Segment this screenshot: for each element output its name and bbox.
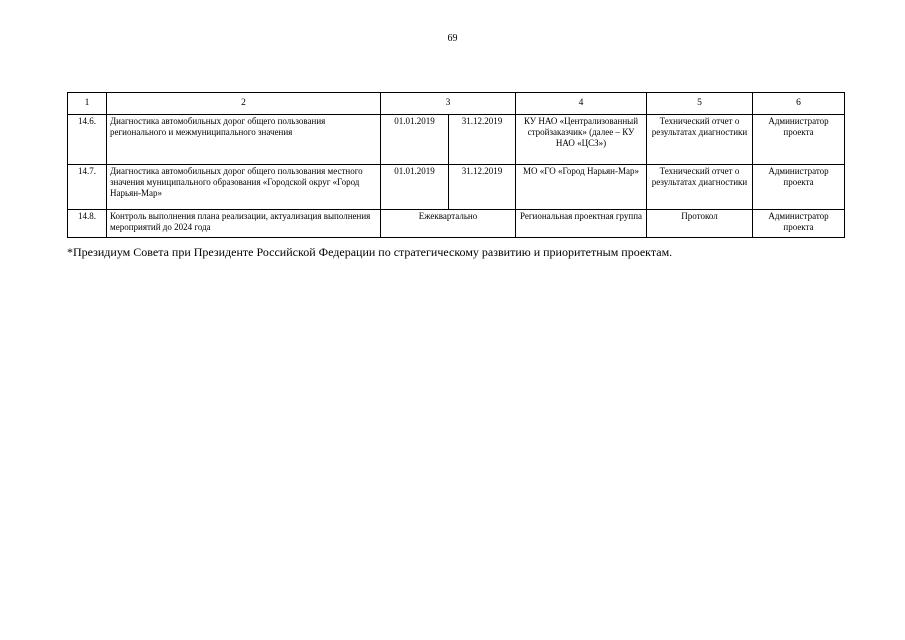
row-responsible: Региональная проектная группа xyxy=(516,210,647,238)
row-control: Администратор проекта xyxy=(753,165,845,210)
row-result: Технический отчет о результатах диагностики xyxy=(647,115,753,165)
row-description: Диагностика автомобильных дорог общего пользования регионального и межмуниципального значения xyxy=(107,115,381,165)
table-row xyxy=(68,115,845,165)
row-control: Администратор проекта xyxy=(753,115,845,165)
plan-table xyxy=(67,92,845,238)
page-number: 69 xyxy=(447,33,458,44)
row-end-date: 31.12.2019 xyxy=(449,165,516,210)
row-period: Ежеквартально xyxy=(381,210,516,238)
row-responsible: КУ НАО «Централизованный стройзаказчик» (далее – КУ НАО «ЦСЗ») xyxy=(516,115,647,165)
header-cell-3: 3 xyxy=(381,93,516,115)
row-start-date: 01.01.2019 xyxy=(381,115,449,165)
row-end-date: 31.12.2019 xyxy=(449,115,516,165)
row-number: 14.7. xyxy=(68,165,107,210)
table-header-row xyxy=(68,93,845,115)
header-cell-1: 1 xyxy=(68,93,107,115)
row-number: 14.8. xyxy=(68,210,107,238)
row-control: Администратор проекта xyxy=(753,210,845,238)
row-number: 14.6. xyxy=(68,115,107,165)
footnote: *Президиум Совета при Президенте Российской Федерации по стратегическому развитию и приоритетным проектам. xyxy=(67,245,673,259)
row-responsible: МО «ГО «Город Нарьян-Мар» xyxy=(516,165,647,210)
row-description: Контроль выполнения плана реализации, актуализация выполнения мероприятий до 2024 года xyxy=(107,210,381,238)
table-row xyxy=(68,165,845,210)
row-description: Диагностика автомобильных дорог общего пользования местного значения муниципального образования «Городской округ «Город Нарьян-Мар» xyxy=(107,165,381,210)
header-cell-6: 6 xyxy=(753,93,845,115)
row-result: Технический отчет о результатах диагностики xyxy=(647,165,753,210)
header-cell-4: 4 xyxy=(516,93,647,115)
table-row xyxy=(68,210,845,238)
header-cell-5: 5 xyxy=(647,93,753,115)
row-start-date: 01.01.2019 xyxy=(381,165,449,210)
header-cell-2: 2 xyxy=(107,93,381,115)
row-result: Протокол xyxy=(647,210,753,238)
